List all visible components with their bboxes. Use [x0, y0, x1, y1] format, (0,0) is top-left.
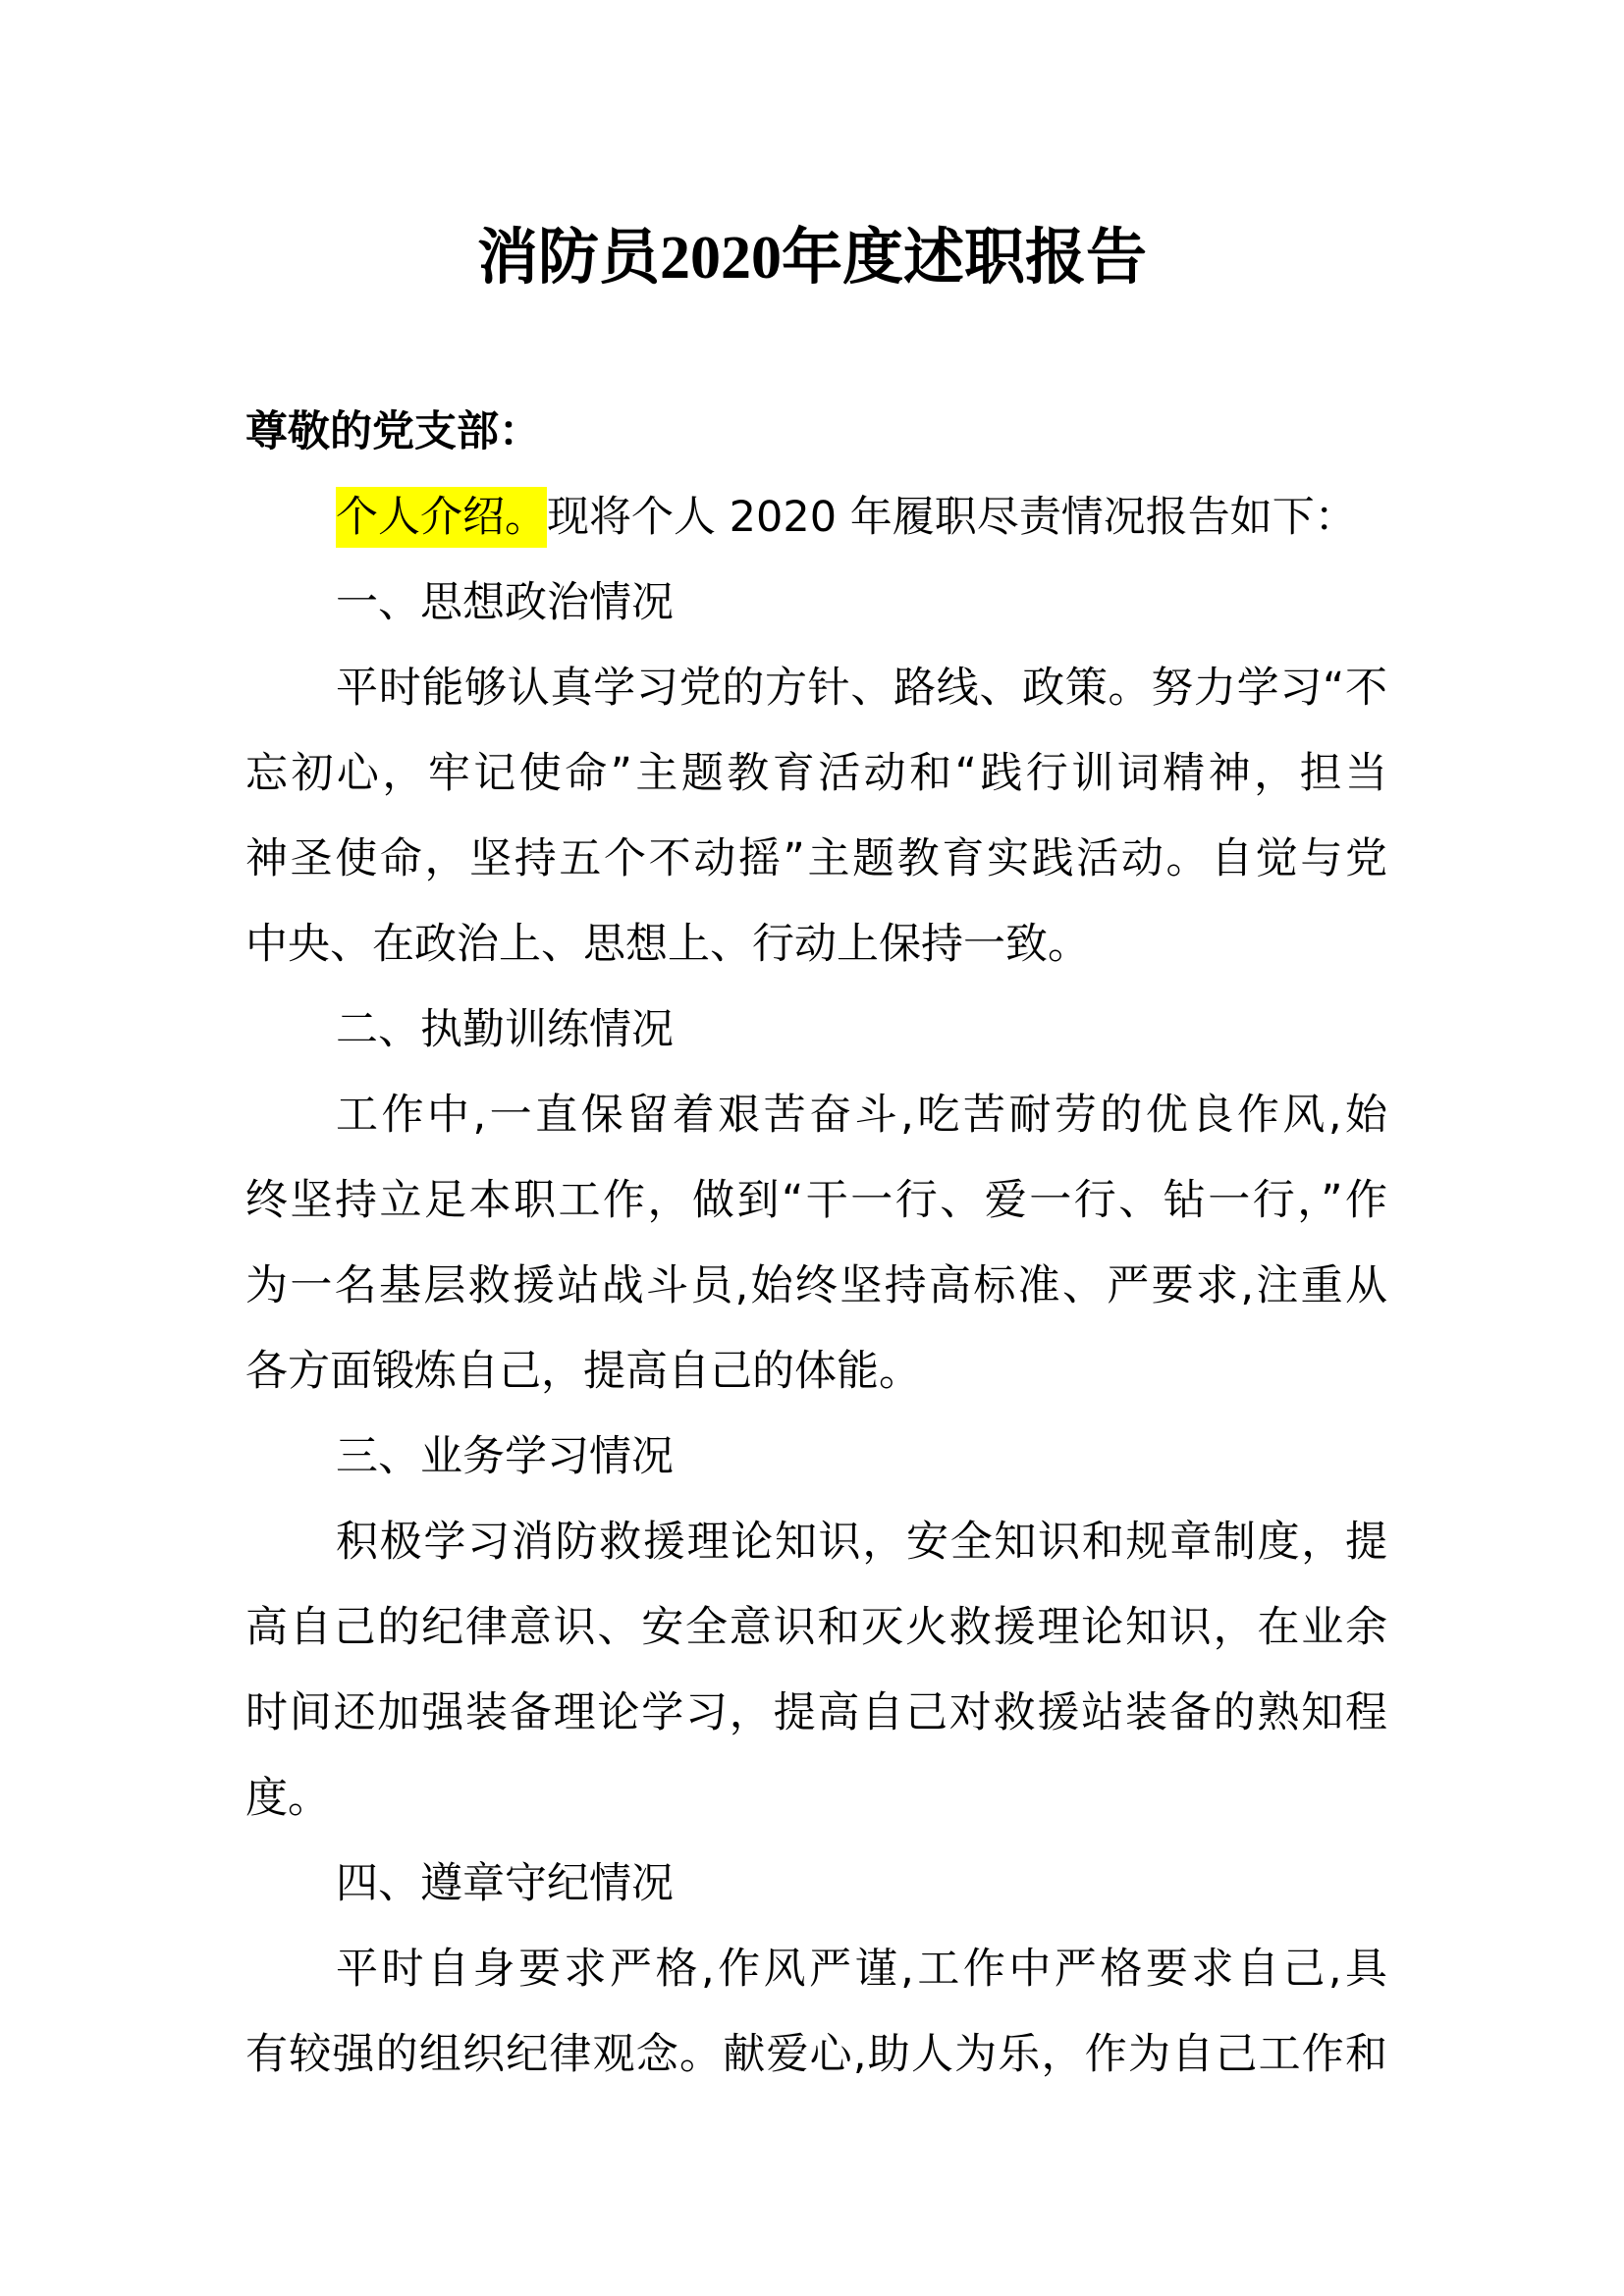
paragraph-line: 平时自身要求严格,作风严谨,工作中严格要求自己,具 — [336, 1945, 1387, 1994]
section-heading: 四、遵章守纪情况 — [336, 1859, 674, 1908]
paragraph-line: 积极学习消防救援理论知识，安全知识和规章制度，提 — [336, 1518, 1387, 1567]
paragraph-line: 时间还加强装备理论学习，提高自己对救援站装备的熟知程 — [245, 1688, 1387, 1737]
paragraph-line: 度。 — [245, 1774, 330, 1823]
paragraph-line: 各方面锻炼自己，提高自己的体能。 — [245, 1347, 921, 1396]
highlighted-text: 个人介绍。 — [336, 487, 547, 548]
paragraph-line: 神圣使命，坚持五个不动摇”主题教育实践活动。自觉与党 — [245, 834, 1387, 883]
paragraph-line: 终坚持立足本职工作，做到“干一行、爱一行、钻一行，”作 — [245, 1176, 1387, 1225]
document-body — [245, 390, 1387, 2098]
paragraph-line: 忘初心，牢记使命”主题教育活动和“践行训词精神，担当 — [245, 749, 1387, 798]
section-heading: 二、执勤训练情况 — [336, 1005, 674, 1054]
paragraph-line: 高自己的纪律意识、安全意识和灭火救援理论知识，在业余 — [245, 1603, 1387, 1652]
intro-paragraph — [245, 475, 1387, 561]
salutation: 尊敬的党支部： — [245, 407, 541, 456]
section-heading: 三、业务学习情况 — [336, 1432, 674, 1481]
paragraph-line: 中央、在政治上、思想上、行动上保持一致。 — [245, 920, 1090, 969]
paragraph-line: 为一名基层救援站战斗员,始终坚持高标准、严要求,注重从 — [245, 1261, 1387, 1310]
paragraph-line: 工作中,一直保留着艰苦奋斗,吃苦耐劳的优良作风,始 — [336, 1091, 1387, 1140]
intro-text: 现将个人 2020 年履职尽责情况报告如下： — [547, 493, 1357, 542]
paragraph-line: 平时能够认真学习党的方针、路线、政策。努力学习“不 — [336, 664, 1387, 713]
section-heading: 一、思想政治情况 — [336, 578, 674, 627]
paragraph-line: 有较强的组织纪律观念。献爱心,助人为乐，作为自己工作和 — [245, 2030, 1387, 2079]
document-title: 消防员2020年度述职报告 — [476, 225, 1147, 292]
